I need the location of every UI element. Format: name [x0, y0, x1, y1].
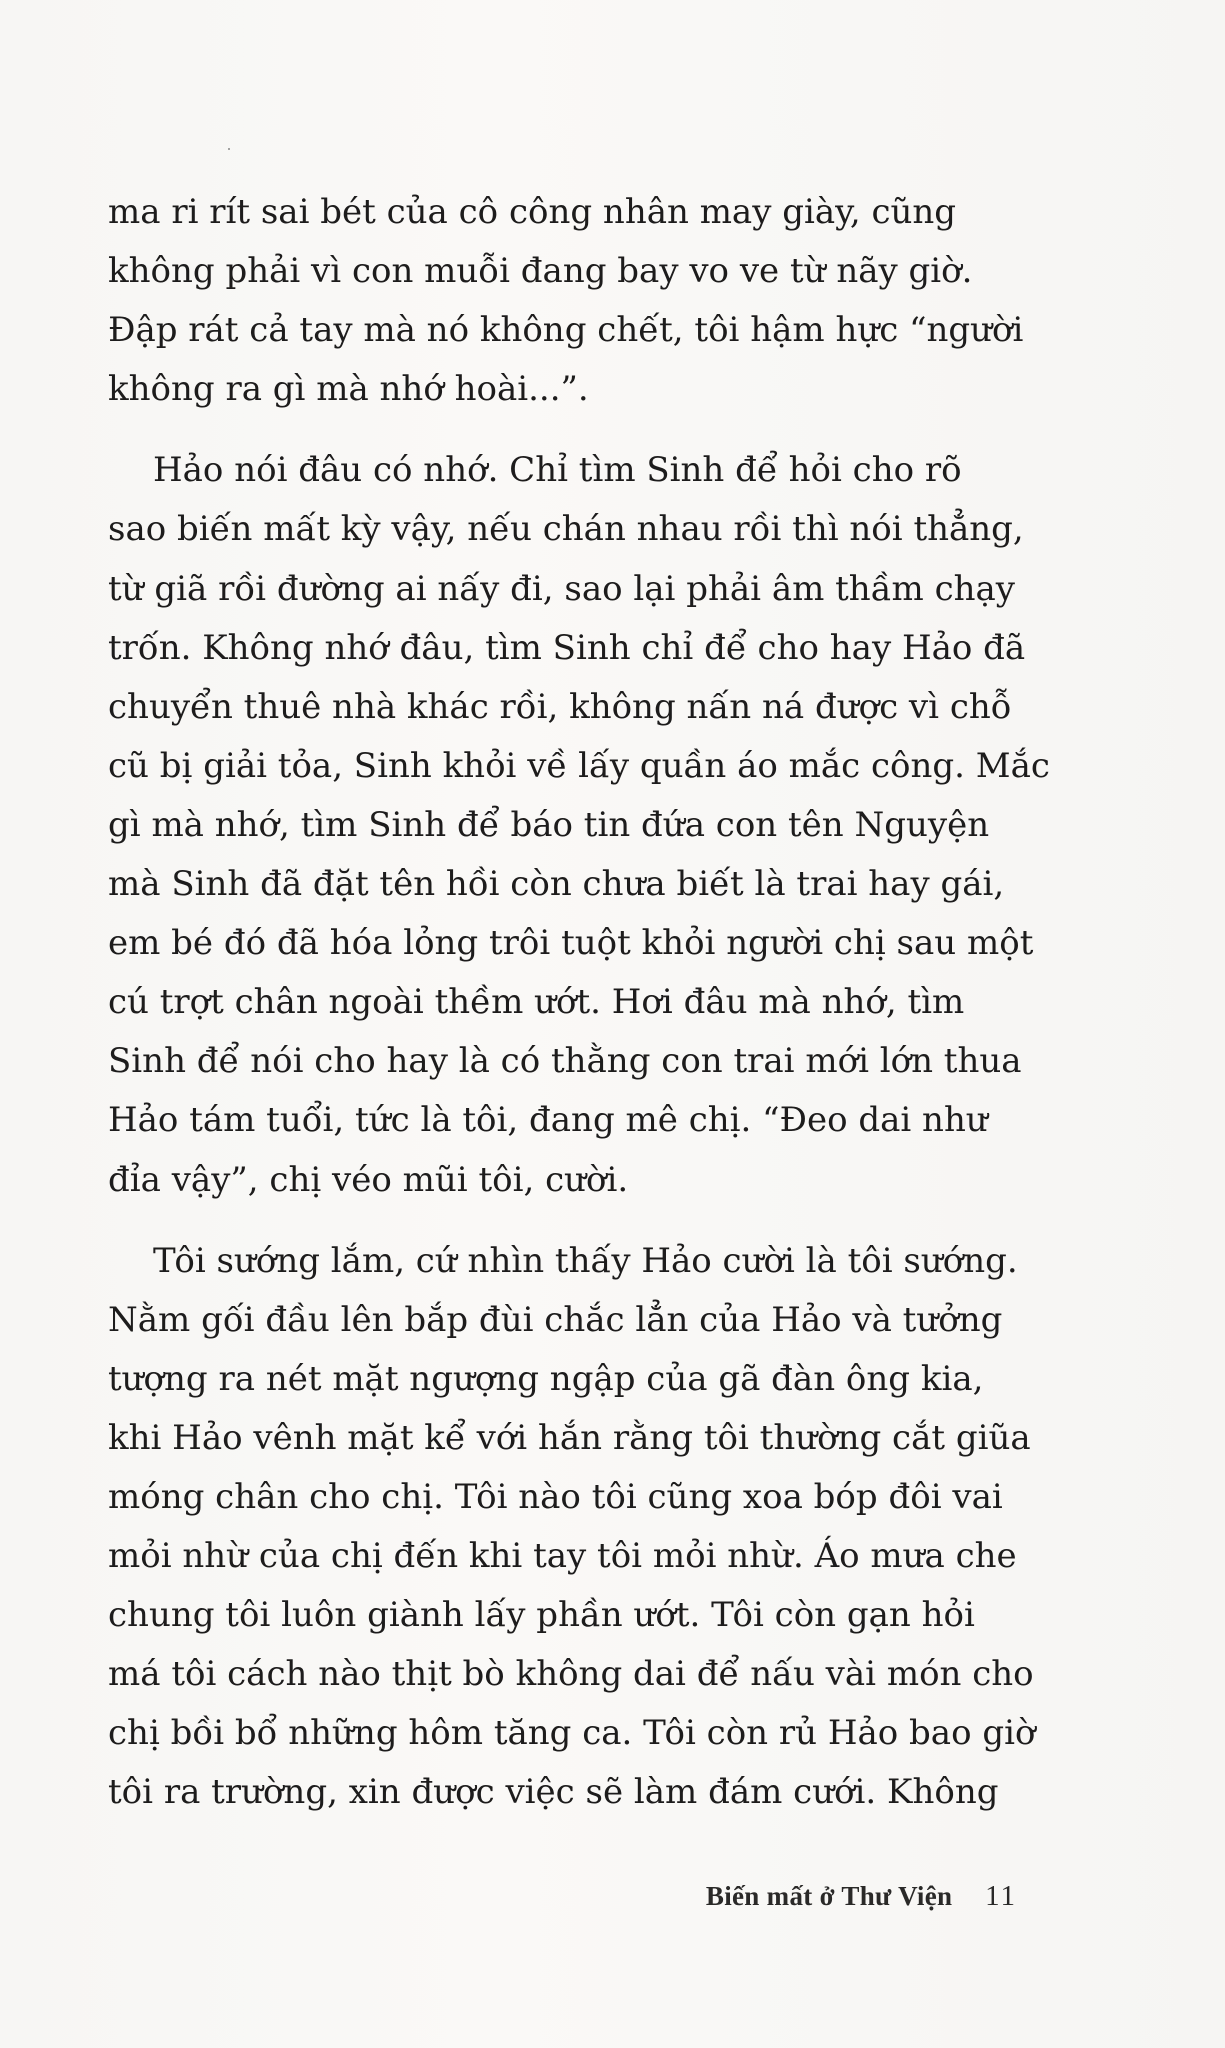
text-line: ma ri rít sai bét của cô công nhân may giày, cũng: [108, 192, 957, 232]
paragraph-gap: [108, 419, 1028, 441]
text-line: Tôi sướng lắm, cứ nhìn thấy Hảo cười là tôi sướng.: [153, 1240, 1018, 1281]
text-line: đỉa vậy”, chị véo mũi tôi, cười.: [108, 1159, 629, 1200]
text-line: Hảo tám tuổi, tức là tôi, đang mê chị. “Đeo dai như: [108, 1100, 988, 1141]
paragraph: [108, 441, 1050, 1209]
text-line: tượng ra nét mặt ngượng ngập của gã đàn ông kia,: [108, 1358, 984, 1399]
paragraph-gap: [108, 1210, 1028, 1232]
text-line: không ra gì mà nhớ hoài...”.: [108, 369, 589, 410]
text-line: cũ bị giải tỏa, Sinh khỏi về lấy quần áo mắc công. Mắc: [108, 745, 1050, 786]
text-line: cú trợt chân ngoài thềm ướt. Hơi đâu mà nhớ, tìm: [108, 982, 965, 1023]
text-line: mà Sinh đã đặt tên hồi còn chưa biết là trai hay gái,: [108, 864, 1005, 905]
text-line: từ giã rồi đường ai nấy đi, sao lại phải âm thầm chạy: [108, 568, 1015, 609]
text-line: trốn. Không nhớ đâu, tìm Sinh chỉ để cho hay Hảo đã: [108, 627, 1026, 668]
paper-speck: [228, 148, 230, 150]
text-line: Hảo nói đâu có nhớ. Chỉ tìm Sinh để hỏi cho rõ: [153, 450, 962, 491]
text-line: chị bồi bổ những hôm tăng ca. Tôi còn rủ Hảo bao giờ: [108, 1713, 1036, 1754]
text-line: Sinh để nói cho hay là có thằng con trai mới lớn thua: [108, 1041, 1022, 1082]
paragraph: [108, 1232, 1036, 1823]
text-line: sao biến mất kỳ vậy, nếu chán nhau rồi thì nói thẳng,: [108, 509, 1024, 550]
page-number: 11: [985, 1880, 1017, 1912]
body-text: [108, 183, 1050, 1823]
paragraph: [108, 183, 1028, 419]
text-line: Nằm gối đầu lên bắp đùi chắc lẳn của Hảo và tưởng: [108, 1299, 1003, 1340]
text-line: tôi ra trường, xin được việc sẽ làm đám cưới. Không: [108, 1772, 999, 1813]
text-line: em bé đó đã hóa lỏng trôi tuột khỏi người chị sau một: [108, 923, 1034, 964]
page-footer: [706, 1880, 1017, 1913]
text-line: không phải vì con muỗi đang bay vo ve từ nãy giờ.: [108, 251, 973, 292]
text-line: chuyển thuê nhà khác rồi, không nấn ná được vì chỗ: [108, 686, 1012, 727]
text-line: khi Hảo vênh mặt kể với hắn rằng tôi thường cắt giũa: [108, 1417, 1031, 1458]
text-line: má tôi cách nào thịt bò không dai để nấu vài món cho: [108, 1654, 1034, 1695]
running-title: Biến mất ở Thư Viện: [705, 1881, 953, 1911]
text-line: mỏi nhừ của chị đến khi tay tôi mỏi nhừ. Áo mưa che: [108, 1536, 1017, 1577]
text-line: Đập rát cả tay mà nó không chết, tôi hậm hực “người: [108, 310, 1024, 351]
text-line: móng chân cho chị. Tôi nào tôi cũng xoa bóp đôi vai: [108, 1476, 1003, 1517]
text-line: gì mà nhớ, tìm Sinh để báo tin đứa con tên Nguyện: [108, 804, 990, 845]
text-line: chung tôi luôn giành lấy phần ướt. Tôi còn gạn hỏi: [108, 1595, 975, 1636]
